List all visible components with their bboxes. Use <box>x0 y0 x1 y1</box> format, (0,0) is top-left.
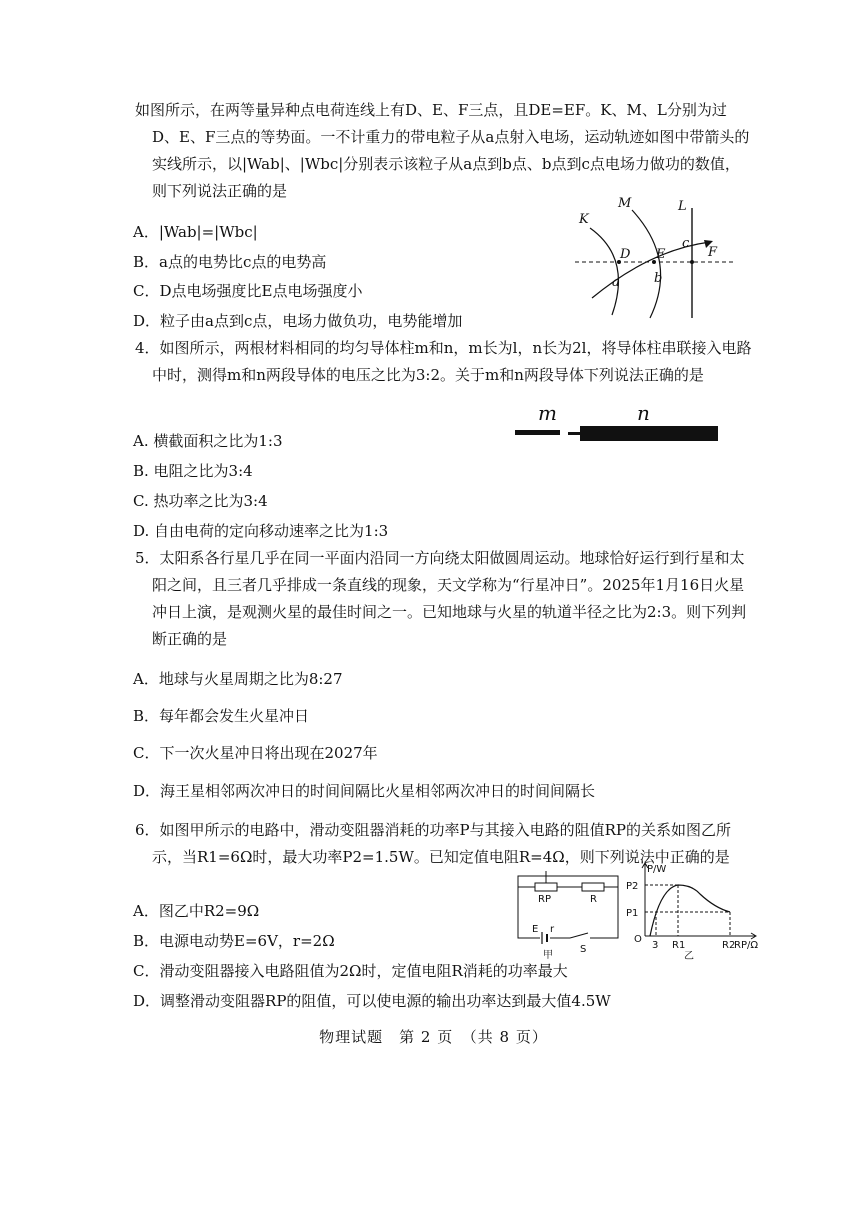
q4-option-d: D. 自由电荷的定向移动速率之比为1:3 <box>133 522 389 540</box>
label-m: m <box>538 401 557 425</box>
resistor-symbol <box>582 883 604 891</box>
q6-graph <box>620 860 760 960</box>
q3-figure <box>570 190 740 320</box>
q3-option-a: A．|Wab|=|Wbc| <box>133 223 258 241</box>
label-n: n <box>637 401 650 425</box>
q5-option-b: B．每年都会发生火星冲日 <box>133 707 310 725</box>
q6-option-b: B．电源电动势E=6V，r=2Ω <box>133 932 335 950</box>
conductor-m <box>515 430 560 435</box>
label-origin: O <box>634 934 642 945</box>
label-S: S <box>580 944 587 955</box>
label-a: a <box>612 275 620 290</box>
q5-option-d: D．海王星相邻两次冲日的时间间隔比火星相邻两次冲日的时间间隔长 <box>133 782 596 800</box>
label-P2: P2 <box>626 881 639 892</box>
q4-option-c: C. 热功率之比为3:4 <box>133 492 268 510</box>
q4-option-a: A. 横截面积之比为1:3 <box>133 432 283 450</box>
label-3: 3 <box>652 940 659 951</box>
label-jia: 甲 <box>543 950 553 960</box>
q3-option-c: C．D点电场强度比E点电场强度小 <box>133 282 363 300</box>
power-curve <box>650 885 730 936</box>
q5-option-a: A．地球与火星周期之比为8:27 <box>133 670 343 688</box>
label-yi: 乙 <box>684 951 694 960</box>
label-P1: P1 <box>626 908 639 919</box>
label-R1: R1 <box>672 940 686 951</box>
q4-figure <box>510 398 730 448</box>
label-axis-x: RP/Ω <box>734 940 758 951</box>
q6-circuit <box>510 868 630 960</box>
label-L: L <box>678 199 687 214</box>
q6-option-a: A．图乙中R2=9Ω <box>133 902 260 920</box>
label-K: K <box>579 212 589 227</box>
label-E: E <box>532 924 539 935</box>
label-RP: RP <box>538 894 551 905</box>
label-axis-y: P/W <box>647 864 667 875</box>
q5-stem: 5．太阳系各行星几乎在同一平面内沿同一方向绕太阳做圆周运动。地球恰好运行到行星和太阳之间，且三者几乎排成一条直线的现象，天文学称为“行星冲日”。2025年1月16日火星冲日上演，是观测火星的最佳时间之一。已知地球与火星的轨道半径之比为2:3。则下列判断正确的是 <box>135 549 747 648</box>
label-D: D <box>620 247 631 262</box>
conductor-n <box>580 426 718 441</box>
q3-option-b: B．a点的电势比c点的电势高 <box>133 253 327 271</box>
q4-stem: 4．如图所示，两根材料相同的均匀导体柱m和n，m长为l，n长为2l，将导体柱串联接入电路中时，测得m和n两段导体的电压之比为3:2。关于m和n两段导体下列说法正确的是 <box>135 339 752 384</box>
q6-stem: 6．如图甲所示的电路中，滑动变阻器消耗的功率P与其接入电路的阻值RP的关系如图乙所示，当R1=6Ω时，最大功率P2=1.5W。已知定值电阻R=4Ω，则下列说法中正确的是 <box>135 821 732 866</box>
label-R: R <box>590 894 597 905</box>
page-footer: 物理试题 第 2 页 （共 8 页） <box>319 1028 548 1046</box>
label-R2: R2 <box>722 940 736 951</box>
label-b: b <box>654 271 663 286</box>
label-F: F <box>708 245 718 260</box>
q3-option-d: D．粒子由a点到c点，电场力做负功，电势能增加 <box>133 312 463 330</box>
label-M: M <box>618 196 632 211</box>
label-r: r <box>550 924 555 935</box>
label-c: c <box>682 236 690 251</box>
q4-option-b: B. 电阻之比为3:4 <box>133 462 253 480</box>
q6-option-d: D．调整滑动变阻器RP的阻值，可以使电源的输出功率达到最大值4.5W <box>133 992 611 1010</box>
label-E: E <box>656 247 666 262</box>
q3-stem: 如图所示，在两等量异种点电荷连线上有D、E、F三点，且DE=EF。K、M、L分别为过D、E、F三点的等势面。一不计重力的带电粒子从a点射入电场，运动轨迹如图中带箭头的实线所示，以|Wab|、|Wbc|分别表示该粒子从a点到b点、b点到c点电场力做功的数值，则下列说法正确的是 <box>135 101 750 200</box>
q6-option-c: C．滑动变阻器接入电路阻值为2Ω时，定值电阻R消耗的功率最大 <box>133 962 568 980</box>
rheostat-symbol <box>535 883 557 891</box>
q5-option-c: C．下一次火星冲日将出现在2027年 <box>133 744 378 762</box>
